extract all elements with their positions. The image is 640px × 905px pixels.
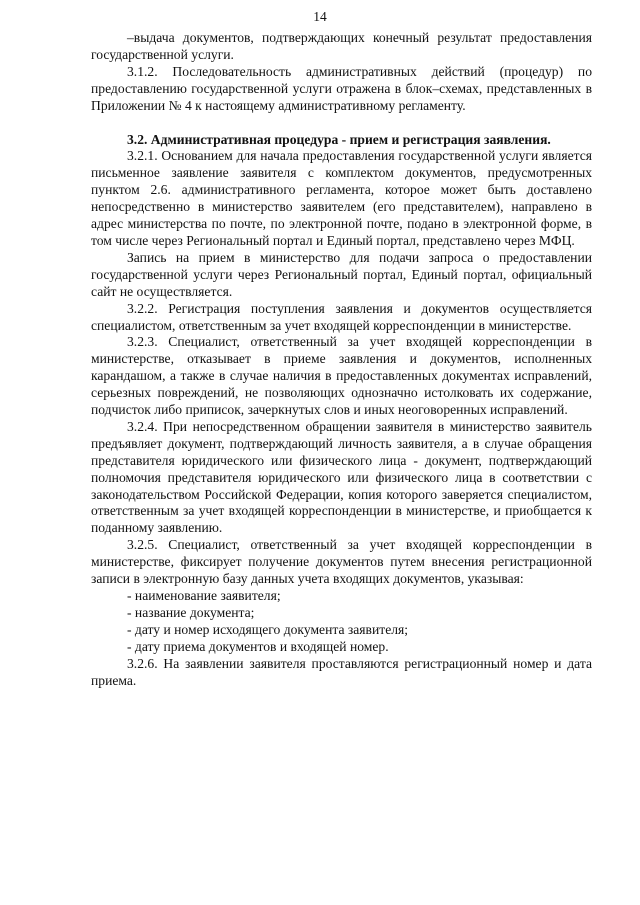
paragraph: 3.2.2. Регистрация поступления заявления и документов осуществляется специалистом, ответственным за учет входящей корреспонденции в министерстве.: [91, 300, 592, 333]
paragraph: 3.2.6. На заявлении заявителя проставляются регистрационный номер и дата приема.: [91, 655, 592, 688]
list-item: - дату и номер исходящего документа заявителя;: [127, 621, 409, 637]
paragraph: 3.2.3. Специалист, ответственный за учет входящей корреспонденции в министерстве, отказывает в приеме заявления и документов, исполненных карандашом, а также в случае наличия в предоставленных документах исправлений, серьезных повреждений, не позволяющих однозначно истолковать их содержание, подчисток либо приписок, зачеркнутых слов и иных неоговоренных исправлений.: [91, 334, 592, 418]
paragraph: 3.2.1. Основанием для начала предоставления государственной услуги является письменное заявление заявителя с комплектом документов, предусмотренных пунктом 2.6. административного регламента, которое может быть доставлено непосредственно в министерство заявителем (его представителем), направлено в адрес министерства по почте, по электронной почте, подано в электронной форме, в том числе через Региональный портал и Единый портал, представлено через МФЦ.: [91, 148, 592, 248]
list-item: - название документа;: [127, 604, 255, 620]
list-item: - наименование заявителя;: [127, 588, 281, 603]
paragraph: 3.2.4. При непосредственном обращении заявителя в министерство заявитель предъявляет документ, подтверждающий личность заявителя, а в случае обращения представителя юридического или физического лица - документ, подтверждающий полномочия представителя юридического или физического лица в соответствии с законодательством Российской Федерации, копия которого заверяется специалистом, ответственным за учет входящей корреспонденции в министерстве, и приобщается к поданному заявлению.: [91, 418, 592, 536]
list-item: - дату приема документов и входящей номер.: [127, 638, 389, 654]
document-body: [91, 30, 592, 689]
paragraph: 3.2.5. Специалист, ответственный за учет входящей корреспонденции в министерстве, фиксирует получение документов путем внесения регистрационной записи в электронную базу данных учета входящих документов, указывая:: [91, 537, 592, 587]
paragraph: Запись на прием в министерство для подачи запроса о предоставлении государственной услуги через Региональный портал, Единый портал, официальный сайт не осуществляется.: [91, 249, 592, 299]
paragraph: 3.1.2. Последовательность административных действий (процедур) по предоставлению государственной услуги отражена в блок–схемах, представленных в Приложении № 4 к настоящему административному регламенту.: [91, 63, 592, 113]
section-heading: 3.2. Административная процедура - прием и регистрация заявления.: [127, 131, 551, 147]
page-number: 14: [313, 9, 327, 24]
list: [91, 588, 592, 656]
paragraph: –выдача документов, подтверждающих конечный результат предоставления государственной услуги.: [91, 30, 592, 62]
